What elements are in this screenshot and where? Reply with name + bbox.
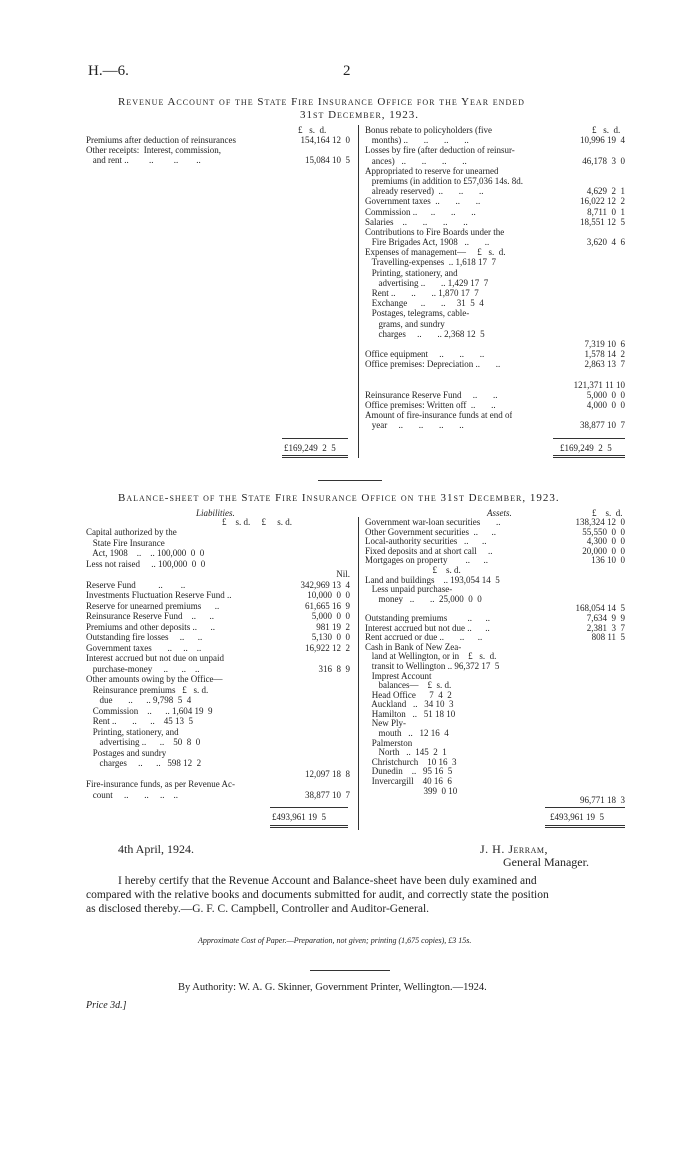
revenue-expenditure-row: [365, 400, 625, 410]
revenue-expenditure-row: [365, 380, 625, 390]
revenue-expenditure-row: [365, 125, 625, 135]
balance-title: Balance-sheet of the State Fire Insurance Office on the 31st December, 1923.: [118, 492, 560, 504]
revenue-expenditure-row: [365, 349, 625, 359]
asset-row: [365, 528, 625, 538]
liability-row-amount: Nil.: [336, 569, 350, 579]
certificate-line3: as disclosed thereby.—G. F. C. Campbell, Controller and Auditor-General.: [86, 903, 430, 915]
liabilities-column: [86, 527, 350, 800]
liability-row: [86, 559, 350, 570]
asset-row: [365, 576, 625, 586]
revenue-expenditure-row-text: Exchange .. .. 31 5 4: [365, 298, 484, 309]
printer-authority: By Authority: W. A. G. Skinner, Government Printer, Wellington.—1924.: [178, 982, 487, 993]
asset-row: [365, 767, 625, 777]
liability-row: [86, 611, 350, 622]
asset-row-text: balances— £ s. d.: [365, 681, 452, 691]
liability-row-text: Reinsurance Reserve Fund .. ..: [86, 611, 214, 621]
revenue-divider: [358, 125, 359, 458]
asset-row-amount: 7,634 9 9: [586, 612, 625, 623]
revenue-expenditure-row-amount: 1,578 14 2: [584, 349, 625, 360]
assets-column: [365, 518, 625, 806]
liability-row: [86, 527, 350, 538]
revenue-expenditure-row-amount: 18,551 12 5: [580, 216, 625, 227]
revenue-right-money-head: £ s. d.: [592, 125, 621, 135]
liability-row-text: Interest accrued but not due on unpaid: [86, 653, 224, 663]
liability-row: [86, 779, 350, 790]
revenue-income-row: [86, 145, 350, 155]
asset-row: [365, 691, 625, 701]
liability-row-amount: 12,097 18 8: [305, 768, 350, 779]
signoff-name: J. H. Jerram,: [480, 842, 548, 856]
asset-row: [365, 796, 625, 806]
revenue-expenditure-row: [365, 319, 625, 329]
liability-row-text: Outstanding fire losses .. ..: [86, 632, 203, 642]
revenue-expenditure-row-text: year .. .. .. ..: [365, 420, 464, 431]
asset-row: [365, 633, 625, 643]
revenue-expenditure-row-amount: 121,371 11 10: [573, 379, 625, 390]
asset-row-amount: 55,550 0 0: [582, 526, 625, 537]
revenue-expenditure-row-text: Postages, telegrams, cable-: [365, 308, 470, 319]
asset-row: [365, 547, 625, 557]
asset-row: [365, 566, 625, 576]
revenue-expenditure-row: [365, 176, 625, 186]
liability-row-text: State Fire Insurance: [86, 537, 165, 548]
asset-row-text: Mortgages on property .. ..: [365, 556, 488, 566]
assets-total: £493,961 19 5: [550, 812, 604, 822]
asset-row-text: 399 0 10: [365, 786, 458, 796]
liability-row-text: Government taxes .. .. ..: [86, 642, 202, 653]
revenue-income-row-amount: 154,164 12 0: [300, 135, 350, 145]
asset-row: [365, 719, 625, 729]
revenue-expenditure-row: [365, 308, 625, 318]
revenue-expenditure-row: [365, 298, 625, 308]
revenue-expenditure-row-amount: 5,000 0 0: [586, 389, 625, 400]
liability-row-text: Premiums and other deposits .. ..: [86, 621, 215, 632]
liability-row: [86, 538, 350, 549]
liability-row-text: charges .. .. 598 12 2: [86, 758, 202, 768]
asset-row: [365, 585, 625, 595]
asset-row-text: money .. .. 25,000 0 0: [365, 594, 482, 604]
revenue-expenditure-row-amount: 4,000 0 0: [586, 400, 625, 411]
asset-row: [365, 748, 625, 758]
asset-row-text: Cash in Bank of New Zea-: [365, 642, 462, 652]
revenue-left-total-rule: [282, 438, 348, 439]
assets-heading: Assets.: [487, 508, 512, 518]
asset-row-amount: 136 10 0: [591, 555, 625, 566]
liability-row-amount: 10,000 0 0: [307, 590, 350, 600]
revenue-expenditure-row: [365, 186, 625, 196]
asset-row-text: transit to Wellington .. 96,372 17 5: [365, 661, 500, 671]
revenue-left-money-head: £ s. d.: [298, 125, 327, 135]
assets-total-rule: [545, 807, 625, 808]
assets-money-head: £ s. d.: [592, 508, 623, 518]
liability-row: [86, 569, 350, 580]
asset-row-text: Other Government securities .. ..: [365, 527, 496, 537]
liability-row: [86, 769, 350, 780]
certificate-line2: compared with the relative books and documents submitted for audit, and correctly state the position: [86, 889, 549, 901]
revenue-left-total: £169,249 2 5: [284, 443, 336, 453]
revenue-expenditure-row-text: Expenses of management— £ s. d.: [365, 247, 506, 258]
revenue-left-double-rule: [282, 455, 348, 458]
asset-row: [365, 672, 625, 682]
revenue-expenditure-row: [365, 145, 625, 155]
asset-row-text: Local-authority securities .. ..: [365, 537, 487, 547]
liability-row-amount: 981 19 2: [316, 621, 350, 632]
liability-row: [86, 758, 350, 769]
revenue-income-row: [86, 155, 350, 165]
revenue-income-row-text: Premiums after deduction of reinsurances: [86, 135, 236, 145]
liability-row-amount: 5,000 0 0: [311, 611, 350, 621]
revenue-expenditure-row-amount: 38,877 10 7: [580, 420, 625, 431]
liability-row-text: purchase-money .. .. ..: [86, 663, 200, 674]
asset-row-amount: 808 11 5: [591, 632, 625, 643]
revenue-expenditure-row: [365, 196, 625, 206]
revenue-expenditure-row-text: Printing, stationery, and: [365, 267, 458, 278]
liabilities-total: £493,961 19 5: [272, 812, 326, 822]
revenue-expenditure-row: [365, 410, 625, 420]
asset-row: [365, 662, 625, 672]
revenue-expenditure-row: [365, 268, 625, 278]
liability-row-text: Reserve Fund .. ..: [86, 579, 186, 590]
liabilities-total-rule: [270, 807, 348, 808]
asset-row-text: Rent accrued or due .. .. ..: [365, 633, 483, 643]
revenue-expenditure-column: [365, 125, 625, 431]
revenue-expenditure-row-text: Bonus rebate to policyholders (five: [365, 125, 492, 135]
liability-row: [86, 590, 350, 601]
liability-row: [86, 653, 350, 664]
asset-row-text: Government war-loan securities ..: [365, 518, 501, 527]
asset-row-text: £ s. d.: [365, 565, 461, 575]
asset-row-text: Outstanding premiums .. ..: [365, 613, 490, 623]
asset-row-text: Interest accrued but not due .. ..: [365, 623, 490, 633]
liability-row: [86, 622, 350, 633]
revenue-expenditure-row-text: Office premises: Depreciation .. ..: [365, 359, 501, 370]
liability-row: [86, 601, 350, 612]
liability-row: [86, 632, 350, 643]
liability-row-text: Commission .. .. 1,604 19 9: [86, 705, 213, 716]
revenue-expenditure-row: [365, 247, 625, 257]
revenue-expenditure-row-text: Appropriated to reserve for unearned: [365, 165, 499, 176]
signoff-role: General Manager.: [503, 855, 589, 869]
liability-row-text: Capital authorized by the: [86, 527, 177, 537]
asset-row-text: Head Office 7 4 2: [365, 690, 452, 700]
revenue-expenditure-row: [365, 420, 625, 430]
balance-divider: [358, 517, 359, 830]
liability-row: [86, 748, 350, 759]
revenue-expenditure-row-amount: 16,022 12 2: [580, 196, 625, 207]
asset-row: [365, 643, 625, 653]
revenue-expenditure-row-text: Office premises: Written off .. ..: [365, 400, 496, 411]
liability-row: [86, 685, 350, 696]
revenue-income-row: [86, 135, 350, 145]
revenue-expenditure-row-text: Salaries .. .. .. ..: [365, 216, 468, 227]
revenue-expenditure-row: [365, 339, 625, 349]
revenue-expenditure-row-text: Reinsurance Reserve Fund .. ..: [365, 389, 498, 400]
revenue-title-line2: 31st December, 1923.: [300, 109, 420, 121]
asset-row-amount: 4,300 0 0: [586, 536, 625, 547]
revenue-expenditure-row-amount: 3,620 4 6: [586, 237, 625, 248]
asset-row-text: land at Wellington, or in £ s. d.: [365, 652, 497, 662]
liability-row-amount: 38,877 10 7: [305, 789, 350, 800]
asset-row: [365, 700, 625, 710]
revenue-expenditure-row-amount: 46,178 3 0: [582, 155, 625, 166]
revenue-expenditure-row-amount: 10,996 19 4: [580, 135, 625, 146]
revenue-income-column: [86, 135, 350, 166]
liability-row-text: Fire-insurance funds, as per Revenue Ac-: [86, 779, 235, 789]
revenue-expenditure-row-text: Office equipment .. .. ..: [365, 349, 485, 360]
liability-row: [86, 727, 350, 738]
asset-row-text: Imprest Account: [365, 671, 432, 681]
revenue-title-line1: Revenue Account of the State Fire Insurance Office for the Year ended: [118, 96, 525, 108]
document-reference: H.—6.: [88, 63, 129, 79]
asset-row-text: North .. 145 2 1: [365, 748, 447, 758]
asset-row: [365, 739, 625, 749]
liability-row: [86, 737, 350, 748]
revenue-expenditure-row-text: Travelling-expenses .. 1,618 17 7: [365, 257, 496, 268]
page-number: 2: [343, 63, 351, 79]
liability-row: [86, 716, 350, 727]
asset-row-amount: 96,771 18 3: [580, 795, 625, 806]
asset-row-amount: 168,054 14 5: [575, 603, 625, 614]
revenue-expenditure-row-text: Contributions to Fire Boards under the: [365, 226, 505, 237]
revenue-income-row-text: and rent .. .. .. ..: [86, 155, 201, 166]
liability-row-amount: 5,130 0 0: [311, 632, 350, 642]
liability-row-text: Reinsurance premiums £ s. d.: [86, 684, 209, 695]
liability-row-text: Less not raised .. 100,000 0 0: [86, 558, 206, 569]
revenue-right-double-rule: [553, 455, 625, 458]
revenue-expenditure-row: [365, 227, 625, 237]
revenue-expenditure-row-text: Government taxes .. .. ..: [365, 196, 481, 207]
section-separator: [318, 480, 382, 481]
liability-row-text: Printing, stationery, and: [86, 726, 179, 737]
liabilities-double-rule: [270, 825, 348, 828]
liability-row: [86, 548, 350, 559]
liability-row-amount: 16,922 12 2: [305, 642, 350, 653]
revenue-expenditure-row-text: Fire Brigades Act, 1908 .. ..: [365, 237, 490, 248]
asset-row: [365, 681, 625, 691]
revenue-expenditure-row: [365, 156, 625, 166]
asset-row-text: Hamilton .. 51 18 10: [365, 709, 456, 719]
revenue-expenditure-row: [365, 166, 625, 176]
revenue-expenditure-row: [365, 217, 625, 227]
revenue-expenditure-row-text: already reserved) .. .. ..: [365, 186, 484, 197]
liability-row-text: Act, 1908 .. .. 100,000 0 0: [86, 548, 205, 558]
revenue-expenditure-row: [365, 390, 625, 400]
liability-row-text: Other amounts owing by the Office—: [86, 674, 223, 684]
asset-row-text: Less unpaid purchase-: [365, 585, 453, 595]
liability-row: [86, 790, 350, 801]
cost-note: Approximate Cost of Paper.—Preparation, not given; printing (1,675 copies), £3 15s.: [198, 936, 472, 945]
liability-row: [86, 706, 350, 717]
asset-row-amount: 138,324 12 0: [575, 517, 625, 527]
liability-row-text: advertising .. .. 50 8 0: [86, 737, 201, 747]
asset-row: [365, 604, 625, 614]
liability-row-amount: 316 8 9: [318, 663, 350, 674]
revenue-expenditure-row: [365, 237, 625, 247]
asset-row-text: Fixed deposits and at short call ..: [365, 546, 493, 556]
asset-row-text: Dunedin .. 95 16 5: [365, 767, 453, 777]
asset-row-text: Auckland .. 34 10 3: [365, 700, 454, 710]
revenue-expenditure-row: [365, 278, 625, 288]
asset-row-amount: 2,381 3 7: [586, 622, 625, 633]
asset-row-text: Palmerston: [365, 738, 413, 748]
liability-row-amount: 342,969 13 4: [300, 579, 350, 590]
liability-row: [86, 674, 350, 685]
asset-row-amount: 20,000 0 0: [582, 545, 625, 556]
liability-row: [86, 695, 350, 706]
revenue-income-row-amount: 15,084 10 5: [305, 155, 350, 166]
revenue-expenditure-row-text: advertising .. .. 1,429 17 7: [365, 277, 489, 288]
revenue-right-total-rule: [553, 438, 625, 439]
asset-row-text: Invercargill 40 16 6: [365, 777, 452, 787]
liability-row: [86, 580, 350, 591]
revenue-expenditure-row-text: Commission .. .. .. ..: [365, 206, 476, 217]
asset-row: [365, 710, 625, 720]
asset-row: [365, 556, 625, 566]
revenue-expenditure-row: [365, 288, 625, 298]
liability-row-amount: 61,665 16 9: [305, 600, 350, 611]
revenue-expenditure-row-amount: 4,629 2 1: [586, 186, 625, 197]
revenue-expenditure-row-text: Losses by fire (after deduction of reinsur-: [365, 145, 515, 156]
revenue-right-total: £169,249 2 5: [560, 443, 612, 453]
liabilities-heading: Liabilities.: [196, 508, 235, 518]
revenue-expenditure-row: [365, 257, 625, 267]
liability-row-text: count .. .. .. ..: [86, 789, 178, 800]
price: Price 3d.]: [86, 1000, 127, 1011]
revenue-expenditure-row-text: Rent .. .. .. 1,870 17 7: [365, 288, 479, 298]
asset-row-text: Christchurch 10 16 3: [365, 757, 457, 767]
asset-row: [365, 624, 625, 634]
asset-row: [365, 729, 625, 739]
liability-row-text: Rent .. .. .. 45 13 5: [86, 716, 193, 726]
asset-row: [365, 614, 625, 624]
revenue-expenditure-row-amount: 7,319 10 6: [584, 338, 625, 349]
liability-row-text: due .. .. 9,798 5 4: [86, 695, 192, 705]
revenue-expenditure-row-amount: 8,711 0 1: [587, 206, 625, 217]
revenue-expenditure-row-amount: 2,863 13 7: [584, 359, 625, 370]
asset-row-text: Land and buildings .. 193,054 14 5: [365, 575, 500, 585]
signoff-date: 4th April, 1924.: [118, 842, 195, 856]
liability-row-text: Investments Fluctuation Reserve Fund ..: [86, 590, 232, 600]
revenue-expenditure-row-text: charges .. .. 2,368 12 5: [365, 328, 485, 339]
certificate-line1: I hereby certify that the Revenue Account and Balance-sheet have been duly examined and: [118, 875, 537, 887]
liability-row-text: Postages and sundry: [86, 747, 167, 758]
asset-row-text: New Ply-: [365, 719, 406, 729]
liability-row-text: Reserve for unearned premiums ..: [86, 600, 220, 611]
revenue-expenditure-row-text: premiums (in addition to £57,036 14s. 8d.: [365, 175, 523, 186]
asset-row: [365, 758, 625, 768]
revenue-expenditure-row: [365, 207, 625, 217]
asset-row: [365, 777, 625, 787]
revenue-income-row-text: Other receipts: Interest, commission,: [86, 145, 221, 156]
liability-row: [86, 643, 350, 654]
assets-double-rule: [545, 825, 625, 828]
liabilities-money-head: £ s. d. £ s. d.: [222, 517, 293, 527]
revenue-expenditure-row-text: grams, and sundry: [365, 318, 445, 329]
revenue-expenditure-row-text: ances) .. .. .. ..: [365, 155, 467, 166]
revenue-expenditure-row-text: Amount of fire-insurance funds at end of: [365, 410, 513, 421]
asset-row-text: mouth .. 12 16 4: [365, 729, 449, 739]
revenue-expenditure-row: [365, 135, 625, 145]
revenue-expenditure-row: [365, 359, 625, 369]
asset-row: [365, 652, 625, 662]
revenue-expenditure-row: [365, 329, 625, 339]
liability-row: [86, 664, 350, 675]
revenue-expenditure-row: [365, 370, 625, 380]
revenue-expenditure-row-text: months) .. .. .. ..: [365, 135, 469, 146]
footer-separator: [310, 970, 390, 971]
